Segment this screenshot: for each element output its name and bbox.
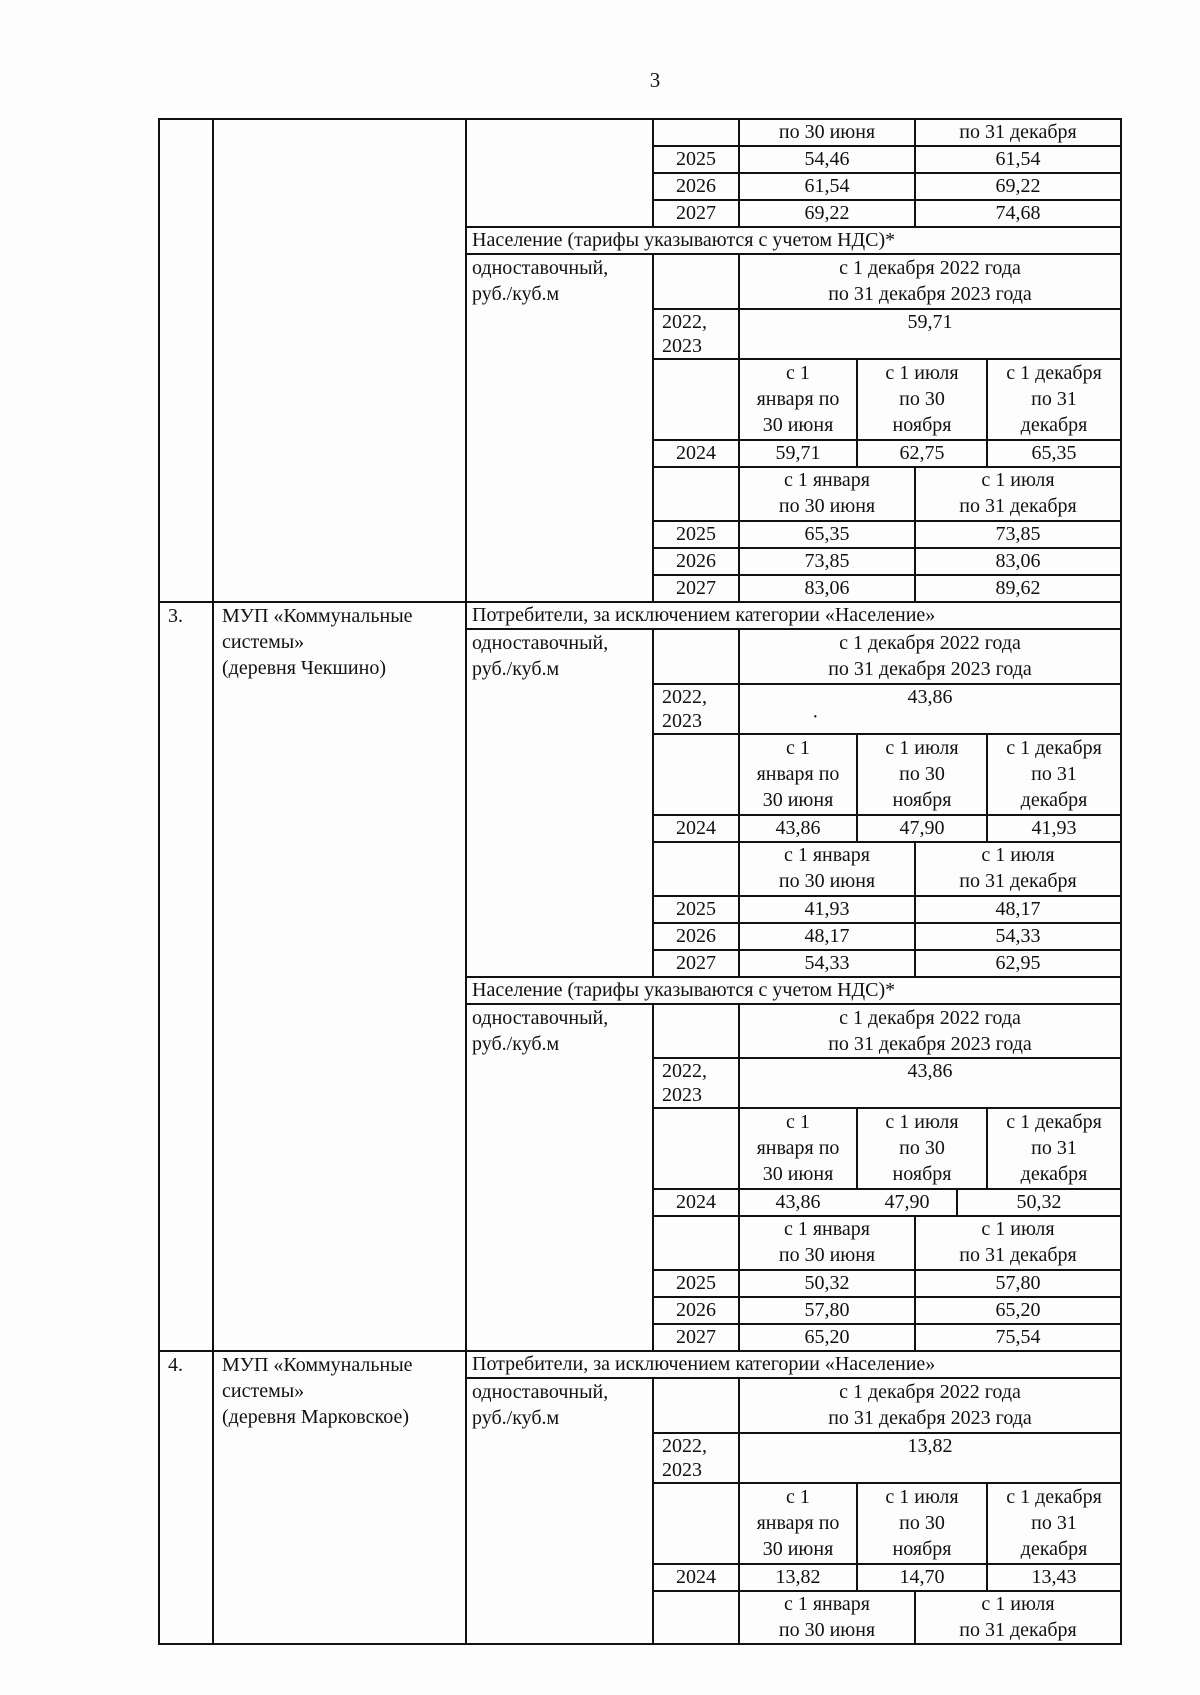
tariff-value: 41,93 <box>804 898 850 920</box>
tariff-value: 57,80 <box>804 1299 850 1321</box>
tariff-value: 65,20 <box>995 1299 1041 1321</box>
tariff-value: 83,06 <box>804 577 850 599</box>
period-header: ноября <box>892 1538 952 1560</box>
year-cell: 2025 <box>676 1272 716 1294</box>
period-header: с 1 <box>786 1486 810 1508</box>
period-header: с 1 декабря 2022 года <box>839 1007 1021 1029</box>
group-title: Потребители, за исключением категории «Население» <box>472 1353 936 1375</box>
half-year-header: по 31 декабря <box>959 1619 1077 1641</box>
period-header: по 31 <box>1031 1137 1077 1159</box>
period-header: по 31 декабря 2023 года <box>828 658 1032 680</box>
organization-name: МУП «Коммунальные <box>222 605 413 627</box>
half-year-header: с 1 июля <box>981 844 1055 866</box>
tariff-type: одноставочный, <box>472 632 609 654</box>
period-header: по 30 <box>899 388 945 410</box>
tariff-value: 54,33 <box>995 925 1041 947</box>
period-header: по 31 <box>1031 388 1077 410</box>
tariff-value: 43,86 <box>907 1060 953 1082</box>
year-cell: 2027 <box>676 952 716 974</box>
tariff-value: 61,54 <box>995 148 1041 170</box>
half-year-header: по 30 июня <box>778 870 876 892</box>
half-year-header: по 30 июня <box>778 121 876 143</box>
year-cell: 2023 <box>662 1084 702 1106</box>
tariff-value: 65,35 <box>1031 442 1077 464</box>
period-header: по 31 <box>1031 1512 1077 1534</box>
tariff-type: руб./куб.м <box>472 1407 560 1429</box>
organization-name: (деревня Марковское) <box>222 1406 409 1428</box>
period-header: 30 июня <box>762 414 834 436</box>
year-cell: 2024 <box>676 1191 716 1213</box>
year-cell: 2026 <box>676 175 716 197</box>
tariff-type: руб./куб.м <box>472 1033 560 1055</box>
tariff-value: 50,32 <box>804 1272 850 1294</box>
period-header: с 1 декабря <box>1006 1111 1102 1133</box>
year-cell: 2022, <box>662 1060 707 1082</box>
tariff-type: одноставочный, <box>472 1381 609 1403</box>
half-year-header: по 31 декабря <box>959 870 1077 892</box>
half-year-header: по 30 июня <box>778 1244 876 1266</box>
organization-name: системы» <box>222 1380 305 1402</box>
tariff-value: 65,20 <box>804 1326 850 1348</box>
tariff-value: 54,33 <box>804 952 850 974</box>
half-year-header: по 31 декабря <box>959 495 1077 517</box>
stray-mark: · <box>812 706 819 728</box>
half-year-header: с 1 июля <box>981 1593 1055 1615</box>
year-cell: 2025 <box>676 898 716 920</box>
period-header: с 1 декабря <box>1006 1486 1102 1508</box>
period-header: с 1 июля <box>885 1486 959 1508</box>
tariff-value: 74,68 <box>995 202 1041 224</box>
year-cell: 2027 <box>676 577 716 599</box>
half-year-header: по 30 июня <box>778 495 876 517</box>
tariff-value: 59,71 <box>775 442 821 464</box>
page-number: 3 <box>649 68 661 92</box>
period-header: ноября <box>892 414 952 436</box>
half-year-header: с 1 июля <box>981 469 1055 491</box>
tariff-value: 75,54 <box>995 1326 1041 1348</box>
tariff-value: 73,85 <box>804 550 850 572</box>
period-header: с 1 декабря 2022 года <box>839 1381 1021 1403</box>
period-header: по 30 <box>899 763 945 785</box>
tariff-value: 89,62 <box>995 577 1041 599</box>
period-header: 30 июня <box>762 789 834 811</box>
period-header: с 1 декабря 2022 года <box>839 632 1021 654</box>
tariff-value: 41,93 <box>1031 817 1077 839</box>
table-rule <box>1120 118 1122 1645</box>
tariff-value: 69,22 <box>995 175 1041 197</box>
tariff-value: 59,71 <box>907 311 953 333</box>
period-header: 30 июня <box>762 1163 834 1185</box>
organization-name: МУП «Коммунальные <box>222 1354 413 1376</box>
half-year-header: с 1 января <box>783 1593 871 1615</box>
period-header: декабря <box>1020 789 1088 811</box>
half-year-header: по 30 июня <box>778 1619 876 1641</box>
year-cell: 2026 <box>676 925 716 947</box>
period-header: января по <box>756 763 840 785</box>
tariff-type: руб./куб.м <box>472 658 560 680</box>
tariff-type: одноставочный, <box>472 257 609 279</box>
period-header: декабря <box>1020 414 1088 436</box>
tariff-value: 43,86 <box>775 1191 821 1213</box>
period-header: по 30 <box>899 1512 945 1534</box>
year-cell: 2027 <box>676 202 716 224</box>
tariff-value: 62,75 <box>899 442 945 464</box>
year-cell: 2024 <box>676 1566 716 1588</box>
tariff-value: 48,17 <box>804 925 850 947</box>
period-header: с 1 декабря <box>1006 362 1102 384</box>
year-cell: 2022, <box>662 311 707 333</box>
year-cell: 2023 <box>662 710 702 732</box>
tariff-value: 54,46 <box>804 148 850 170</box>
period-header: декабря <box>1020 1538 1088 1560</box>
period-header: ноября <box>892 789 952 811</box>
tariff-value: 62,95 <box>995 952 1041 974</box>
period-header: с 1 <box>786 1111 810 1133</box>
tariff-value: 14,70 <box>899 1566 945 1588</box>
year-cell: 2025 <box>676 523 716 545</box>
year-cell: 2026 <box>676 550 716 572</box>
group-title: Население (тарифы указываются с учетом НДС)* <box>472 979 896 1001</box>
tariff-type: одноставочный, <box>472 1007 609 1029</box>
tariff-value: 47,90 <box>884 1191 930 1213</box>
organization-name: (деревня Чекшино) <box>222 657 386 679</box>
half-year-header: с 1 июля <box>981 1218 1055 1240</box>
period-header: января по <box>756 388 840 410</box>
period-header: января по <box>756 1512 840 1534</box>
tariff-value: 13,82 <box>775 1566 821 1588</box>
tariff-value: 61,54 <box>804 175 850 197</box>
organization-name: системы» <box>222 631 305 653</box>
row-number: 3. <box>168 605 183 627</box>
period-header: 30 июня <box>762 1538 834 1560</box>
year-cell: 2022, <box>662 1435 707 1457</box>
table-rule <box>212 118 214 1645</box>
half-year-header: с 1 января <box>783 844 871 866</box>
table-rule <box>465 118 467 1645</box>
year-cell: 2023 <box>662 1459 702 1481</box>
tariff-value: 43,86 <box>907 686 953 708</box>
period-header: по 31 декабря 2023 года <box>828 283 1032 305</box>
half-year-header: с 1 января <box>783 1218 871 1240</box>
group-title: Потребители, за исключением категории «Население» <box>472 604 936 626</box>
table-rule <box>158 1643 1122 1645</box>
period-header: ноября <box>892 1163 952 1185</box>
tariff-value: 57,80 <box>995 1272 1041 1294</box>
half-year-header: по 31 декабря <box>959 1244 1077 1266</box>
period-header: с 1 <box>786 737 810 759</box>
group-title: Население (тарифы указываются с учетом НДС)* <box>472 229 896 251</box>
tariff-type: руб./куб.м <box>472 283 560 305</box>
period-header: с 1 июля <box>885 1111 959 1133</box>
tariff-value: 50,32 <box>1016 1191 1062 1213</box>
row-number: 4. <box>168 1354 183 1376</box>
half-year-header: по 31 декабря <box>959 121 1077 143</box>
year-cell: 2023 <box>662 335 702 357</box>
period-header: с 1 июля <box>885 362 959 384</box>
period-header: с 1 <box>786 362 810 384</box>
period-header: января по <box>756 1137 840 1159</box>
tariff-value: 65,35 <box>804 523 850 545</box>
year-cell: 2026 <box>676 1299 716 1321</box>
table-rule <box>158 118 160 1645</box>
tariff-value: 13,82 <box>907 1435 953 1457</box>
year-cell: 2024 <box>676 442 716 464</box>
tariff-value: 69,22 <box>804 202 850 224</box>
tariff-value: 43,86 <box>775 817 821 839</box>
tariff-value: 73,85 <box>995 523 1041 545</box>
period-header: по 31 декабря 2023 года <box>828 1033 1032 1055</box>
tariff-value: 83,06 <box>995 550 1041 572</box>
period-header: по 30 <box>899 1137 945 1159</box>
period-header: декабря <box>1020 1163 1088 1185</box>
period-header: с 1 июля <box>885 737 959 759</box>
period-header: по 31 декабря 2023 года <box>828 1407 1032 1429</box>
tariff-value: 13,43 <box>1031 1566 1077 1588</box>
half-year-header: с 1 января <box>783 469 871 491</box>
year-cell: 2024 <box>676 817 716 839</box>
tariff-value: 47,90 <box>899 817 945 839</box>
table-rule <box>652 1377 654 1645</box>
period-header: с 1 декабря 2022 года <box>839 257 1021 279</box>
year-cell: 2025 <box>676 148 716 170</box>
period-header: с 1 декабря <box>1006 737 1102 759</box>
year-cell: 2022, <box>662 686 707 708</box>
tariff-value: 48,17 <box>995 898 1041 920</box>
period-header: по 31 <box>1031 763 1077 785</box>
year-cell: 2027 <box>676 1326 716 1348</box>
